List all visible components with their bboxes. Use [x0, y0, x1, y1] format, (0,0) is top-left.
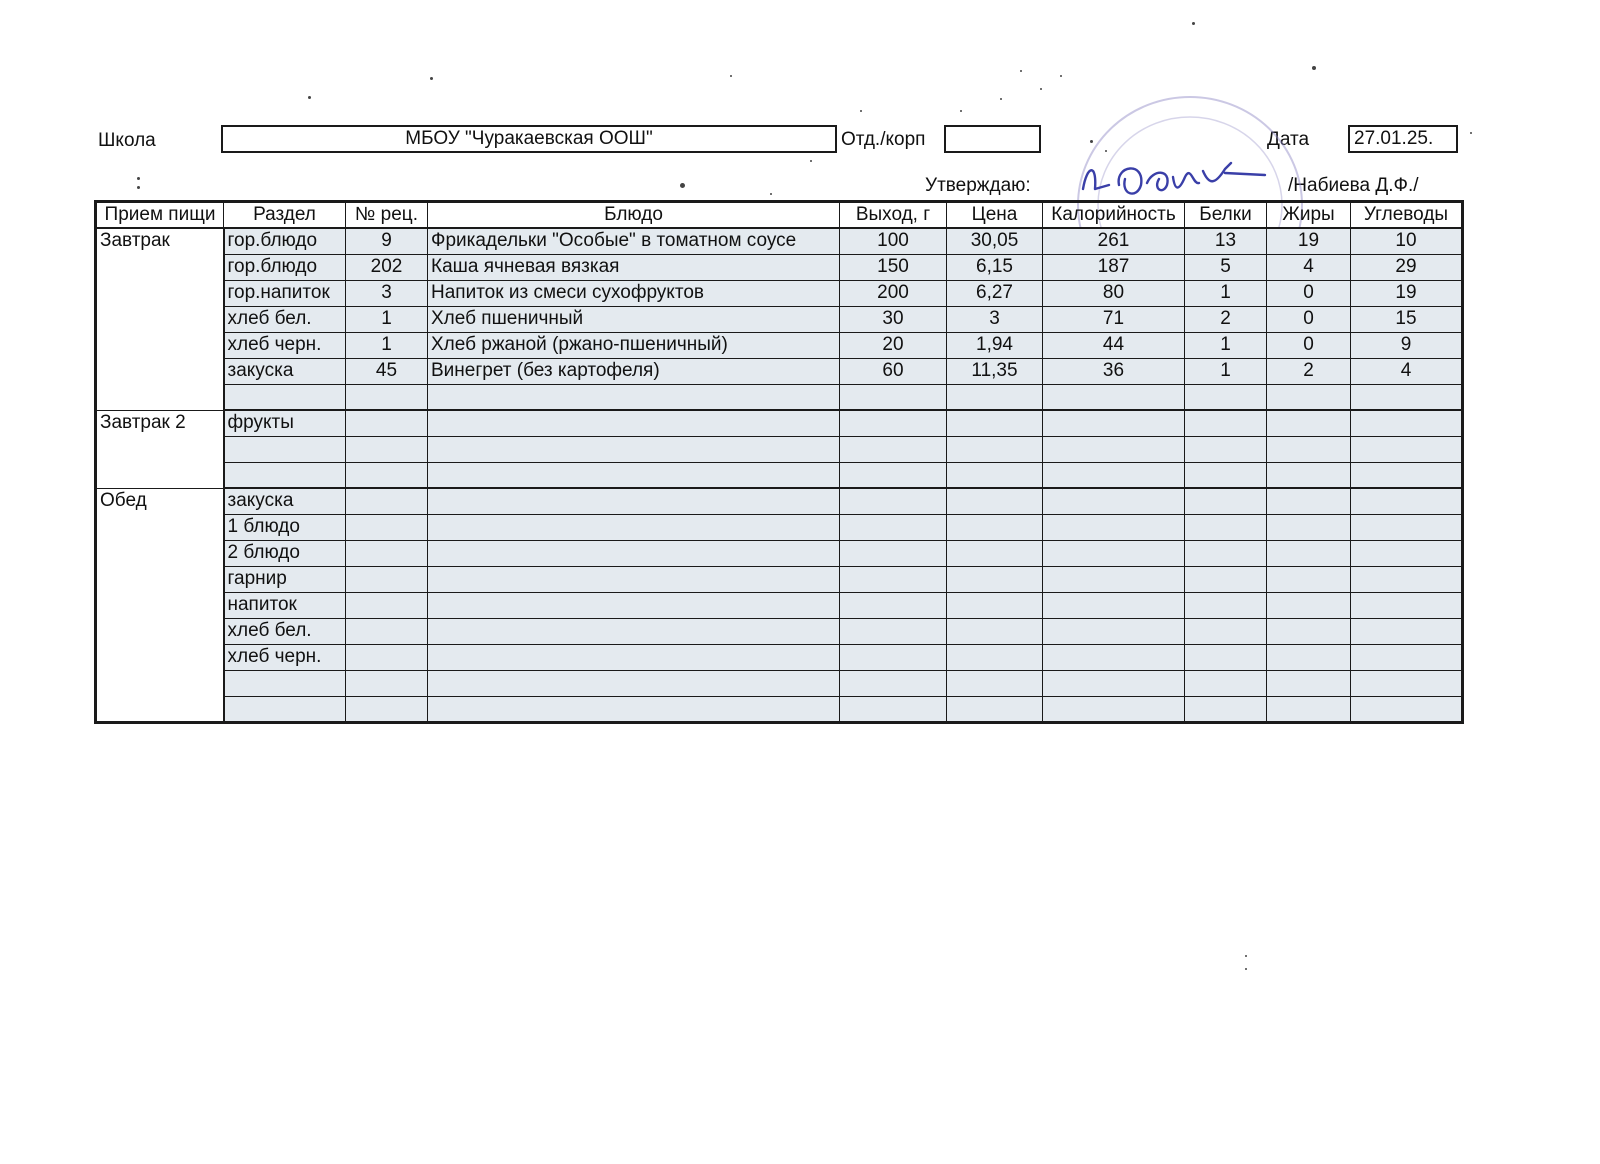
calories-cell: [1043, 410, 1185, 436]
protein-cell: [1185, 670, 1267, 696]
dish-cell: [428, 644, 840, 670]
table-row: [96, 332, 1463, 358]
scan-speck: [960, 110, 962, 112]
school-label: Школа: [98, 130, 156, 151]
scan-speck: [1192, 22, 1195, 25]
col-header-meal: Прием пищи: [96, 202, 224, 229]
col-header-section: Раздел: [224, 202, 346, 229]
section-cell: 1 блюдо: [224, 514, 346, 540]
yield-cell: [840, 644, 947, 670]
calories-cell: 71: [1043, 306, 1185, 332]
fat-cell: 2: [1267, 358, 1351, 384]
carbs-cell: [1351, 670, 1463, 696]
price-cell: [947, 540, 1043, 566]
price-cell: [947, 436, 1043, 462]
col-header-dish: Блюдо: [428, 202, 840, 229]
section-cell: хлеб бел.: [224, 306, 346, 332]
yield-cell: 200: [840, 280, 947, 306]
fat-cell: [1267, 488, 1351, 514]
dish-cell: [428, 592, 840, 618]
dish-cell: Хлеб пшеничный: [428, 306, 840, 332]
table-row: [96, 358, 1463, 384]
yield-cell: [840, 436, 947, 462]
date-label: Дата: [1267, 129, 1310, 150]
section-cell: хлеб черн.: [224, 644, 346, 670]
yield-cell: [840, 384, 947, 410]
yield-cell: [840, 592, 947, 618]
calories-cell: [1043, 462, 1185, 488]
price-cell: [947, 592, 1043, 618]
calories-cell: [1043, 618, 1185, 644]
protein-cell: 13: [1185, 228, 1267, 254]
fat-cell: 0: [1267, 280, 1351, 306]
dish-cell: [428, 462, 840, 488]
col-header-price: Цена: [947, 202, 1043, 229]
table-row: [96, 436, 1463, 462]
yield-cell: 20: [840, 332, 947, 358]
menu-table: [94, 200, 1464, 724]
scan-speck: [1020, 70, 1022, 72]
section-cell: хлеб бел.: [224, 618, 346, 644]
section-cell: фрукты: [224, 410, 346, 436]
section-cell: гор.блюдо: [224, 254, 346, 280]
yield-cell: [840, 566, 947, 592]
table-row: [96, 514, 1463, 540]
section-cell: [224, 670, 346, 696]
school-field: [221, 125, 837, 153]
yield-cell: [840, 696, 947, 722]
fat-cell: [1267, 618, 1351, 644]
carbs-cell: 9: [1351, 332, 1463, 358]
carbs-cell: [1351, 696, 1463, 722]
scan-speck: [770, 193, 772, 195]
yield-cell: [840, 488, 947, 514]
carbs-cell: 29: [1351, 254, 1463, 280]
scan-speck: [1105, 150, 1107, 152]
date-field: [1348, 125, 1458, 153]
recipe-cell: [346, 644, 428, 670]
dish-cell: [428, 670, 840, 696]
recipe-cell: 202: [346, 254, 428, 280]
scan-speck: [1090, 140, 1093, 143]
school-value: МБОУ "Чуракаевская ООШ": [405, 128, 653, 149]
scan-speck: [730, 75, 732, 77]
price-cell: [947, 618, 1043, 644]
price-cell: [947, 410, 1043, 436]
scan-speck: [1245, 968, 1247, 970]
price-cell: 3: [947, 306, 1043, 332]
price-cell: 6,27: [947, 280, 1043, 306]
calories-cell: [1043, 696, 1185, 722]
recipe-cell: [346, 566, 428, 592]
calories-cell: 187: [1043, 254, 1185, 280]
table-row: [96, 670, 1463, 696]
dish-cell: Хлеб ржаной (ржано-пшеничный): [428, 332, 840, 358]
protein-cell: [1185, 462, 1267, 488]
carbs-cell: [1351, 592, 1463, 618]
fat-cell: [1267, 696, 1351, 722]
yield-cell: [840, 540, 947, 566]
col-header-protein: Белки: [1185, 202, 1267, 229]
carbs-cell: [1351, 488, 1463, 514]
dept-label: Отд./корп: [841, 129, 926, 150]
fat-cell: [1267, 410, 1351, 436]
calories-cell: [1043, 436, 1185, 462]
date-value: 27.01.25.: [1354, 128, 1434, 149]
dish-cell: [428, 514, 840, 540]
price-cell: [947, 488, 1043, 514]
fat-cell: 19: [1267, 228, 1351, 254]
fat-cell: [1267, 384, 1351, 410]
section-cell: гор.напиток: [224, 280, 346, 306]
recipe-cell: [346, 592, 428, 618]
calories-cell: [1043, 592, 1185, 618]
section-cell: хлеб черн.: [224, 332, 346, 358]
recipe-cell: [346, 618, 428, 644]
price-cell: [947, 462, 1043, 488]
calories-cell: [1043, 670, 1185, 696]
fat-cell: 0: [1267, 306, 1351, 332]
recipe-cell: 9: [346, 228, 428, 254]
section-cell: напиток: [224, 592, 346, 618]
price-cell: 30,05: [947, 228, 1043, 254]
table-header-row: [96, 202, 1463, 229]
carbs-cell: [1351, 436, 1463, 462]
meal-cell: Завтрак: [96, 228, 224, 410]
table-row: [96, 696, 1463, 722]
scan-speck: [810, 160, 812, 162]
carbs-cell: [1351, 540, 1463, 566]
price-cell: [947, 566, 1043, 592]
recipe-cell: [346, 696, 428, 722]
yield-cell: [840, 410, 947, 436]
scan-speck: [1000, 98, 1002, 100]
recipe-cell: [346, 462, 428, 488]
calories-cell: [1043, 514, 1185, 540]
yield-cell: 150: [840, 254, 947, 280]
section-cell: [224, 384, 346, 410]
protein-cell: 2: [1185, 306, 1267, 332]
dish-cell: [428, 540, 840, 566]
fat-cell: [1267, 670, 1351, 696]
recipe-cell: [346, 410, 428, 436]
calories-cell: 80: [1043, 280, 1185, 306]
calories-cell: [1043, 644, 1185, 670]
col-header-recipe: № рец.: [346, 202, 428, 229]
carbs-cell: [1351, 618, 1463, 644]
scan-speck: [860, 110, 862, 112]
meal-cell: Завтрак 2: [96, 410, 224, 488]
col-header-calories: Калорийность: [1043, 202, 1185, 229]
protein-cell: 5: [1185, 254, 1267, 280]
fat-cell: 0: [1267, 332, 1351, 358]
carbs-cell: [1351, 644, 1463, 670]
protein-cell: [1185, 644, 1267, 670]
recipe-cell: 1: [346, 332, 428, 358]
yield-cell: 60: [840, 358, 947, 384]
signature: [1075, 155, 1275, 205]
protein-cell: 1: [1185, 358, 1267, 384]
calories-cell: [1043, 566, 1185, 592]
yield-cell: 100: [840, 228, 947, 254]
scan-speck: [1470, 132, 1472, 134]
calories-cell: 44: [1043, 332, 1185, 358]
dish-cell: Винегрет (без картофеля): [428, 358, 840, 384]
scan-speck: [680, 183, 685, 188]
table-row: [96, 592, 1463, 618]
table-row: [96, 566, 1463, 592]
col-header-carbs: Углеводы: [1351, 202, 1463, 229]
dish-cell: [428, 410, 840, 436]
dish-cell: [428, 618, 840, 644]
carbs-cell: [1351, 566, 1463, 592]
recipe-cell: 3: [346, 280, 428, 306]
price-cell: 1,94: [947, 332, 1043, 358]
recipe-cell: 45: [346, 358, 428, 384]
scan-speck: [1060, 75, 1062, 77]
price-cell: [947, 696, 1043, 722]
carbs-cell: [1351, 410, 1463, 436]
table-row: [96, 540, 1463, 566]
recipe-cell: [346, 670, 428, 696]
dish-cell: [428, 566, 840, 592]
fat-cell: [1267, 514, 1351, 540]
dish-cell: [428, 384, 840, 410]
price-cell: [947, 644, 1043, 670]
recipe-cell: [346, 488, 428, 514]
carbs-cell: 15: [1351, 306, 1463, 332]
price-cell: [947, 514, 1043, 540]
yield-cell: 30: [840, 306, 947, 332]
recipe-cell: [346, 436, 428, 462]
protein-cell: [1185, 488, 1267, 514]
protein-cell: [1185, 410, 1267, 436]
calories-cell: 36: [1043, 358, 1185, 384]
protein-cell: [1185, 618, 1267, 644]
approver-name: /Набиева Д.Ф./: [1288, 175, 1419, 196]
dish-cell: [428, 436, 840, 462]
dish-cell: Каша ячневая вязкая: [428, 254, 840, 280]
fat-cell: [1267, 644, 1351, 670]
dept-field: [944, 125, 1041, 153]
scan-speck: [137, 186, 140, 189]
fat-cell: [1267, 566, 1351, 592]
section-cell: гор.блюдо: [224, 228, 346, 254]
price-cell: 11,35: [947, 358, 1043, 384]
recipe-cell: [346, 514, 428, 540]
approve-label: Утверждаю:: [925, 175, 1031, 196]
carbs-cell: [1351, 384, 1463, 410]
protein-cell: [1185, 696, 1267, 722]
calories-cell: [1043, 384, 1185, 410]
table-row: [96, 462, 1463, 488]
col-header-yield: Выход, г: [840, 202, 947, 229]
price-cell: [947, 670, 1043, 696]
fat-cell: 4: [1267, 254, 1351, 280]
section-cell: [224, 696, 346, 722]
dish-cell: Фрикадельки "Особые" в томатном соусе: [428, 228, 840, 254]
carbs-cell: [1351, 514, 1463, 540]
table-row: [96, 618, 1463, 644]
section-cell: закуска: [224, 358, 346, 384]
fat-cell: [1267, 436, 1351, 462]
scan-speck: [308, 96, 311, 99]
yield-cell: [840, 462, 947, 488]
section-cell: закуска: [224, 488, 346, 514]
recipe-cell: [346, 384, 428, 410]
calories-cell: [1043, 488, 1185, 514]
carbs-cell: 10: [1351, 228, 1463, 254]
calories-cell: 261: [1043, 228, 1185, 254]
calories-cell: [1043, 540, 1185, 566]
protein-cell: 1: [1185, 280, 1267, 306]
protein-cell: [1185, 566, 1267, 592]
protein-cell: 1: [1185, 332, 1267, 358]
yield-cell: [840, 514, 947, 540]
carbs-cell: [1351, 462, 1463, 488]
fat-cell: [1267, 462, 1351, 488]
fat-cell: [1267, 592, 1351, 618]
scan-speck: [1245, 955, 1247, 957]
scan-speck: [1312, 66, 1316, 70]
yield-cell: [840, 618, 947, 644]
scan-speck: [430, 77, 433, 80]
table-row: [96, 306, 1463, 332]
table-row: [96, 384, 1463, 410]
meal-cell: Обед: [96, 488, 224, 722]
protein-cell: [1185, 384, 1267, 410]
dish-cell: [428, 488, 840, 514]
price-cell: [947, 384, 1043, 410]
fat-cell: [1267, 540, 1351, 566]
table-row: [96, 228, 1463, 254]
recipe-cell: 1: [346, 306, 428, 332]
protein-cell: [1185, 436, 1267, 462]
protein-cell: [1185, 540, 1267, 566]
section-cell: [224, 436, 346, 462]
section-cell: [224, 462, 346, 488]
col-header-fat: Жиры: [1267, 202, 1351, 229]
table-row: [96, 254, 1463, 280]
protein-cell: [1185, 592, 1267, 618]
section-cell: 2 блюдо: [224, 540, 346, 566]
protein-cell: [1185, 514, 1267, 540]
carbs-cell: 4: [1351, 358, 1463, 384]
menu-body: [96, 228, 1463, 722]
section-cell: гарнир: [224, 566, 346, 592]
yield-cell: [840, 670, 947, 696]
table-row: [96, 280, 1463, 306]
dish-cell: Напиток из смеси сухофруктов: [428, 280, 840, 306]
carbs-cell: 19: [1351, 280, 1463, 306]
recipe-cell: [346, 540, 428, 566]
table-row: [96, 488, 1463, 514]
dish-cell: [428, 696, 840, 722]
scan-speck: [137, 177, 140, 180]
table-row: [96, 410, 1463, 436]
scan-speck: [1040, 88, 1042, 90]
price-cell: 6,15: [947, 254, 1043, 280]
table-row: [96, 644, 1463, 670]
